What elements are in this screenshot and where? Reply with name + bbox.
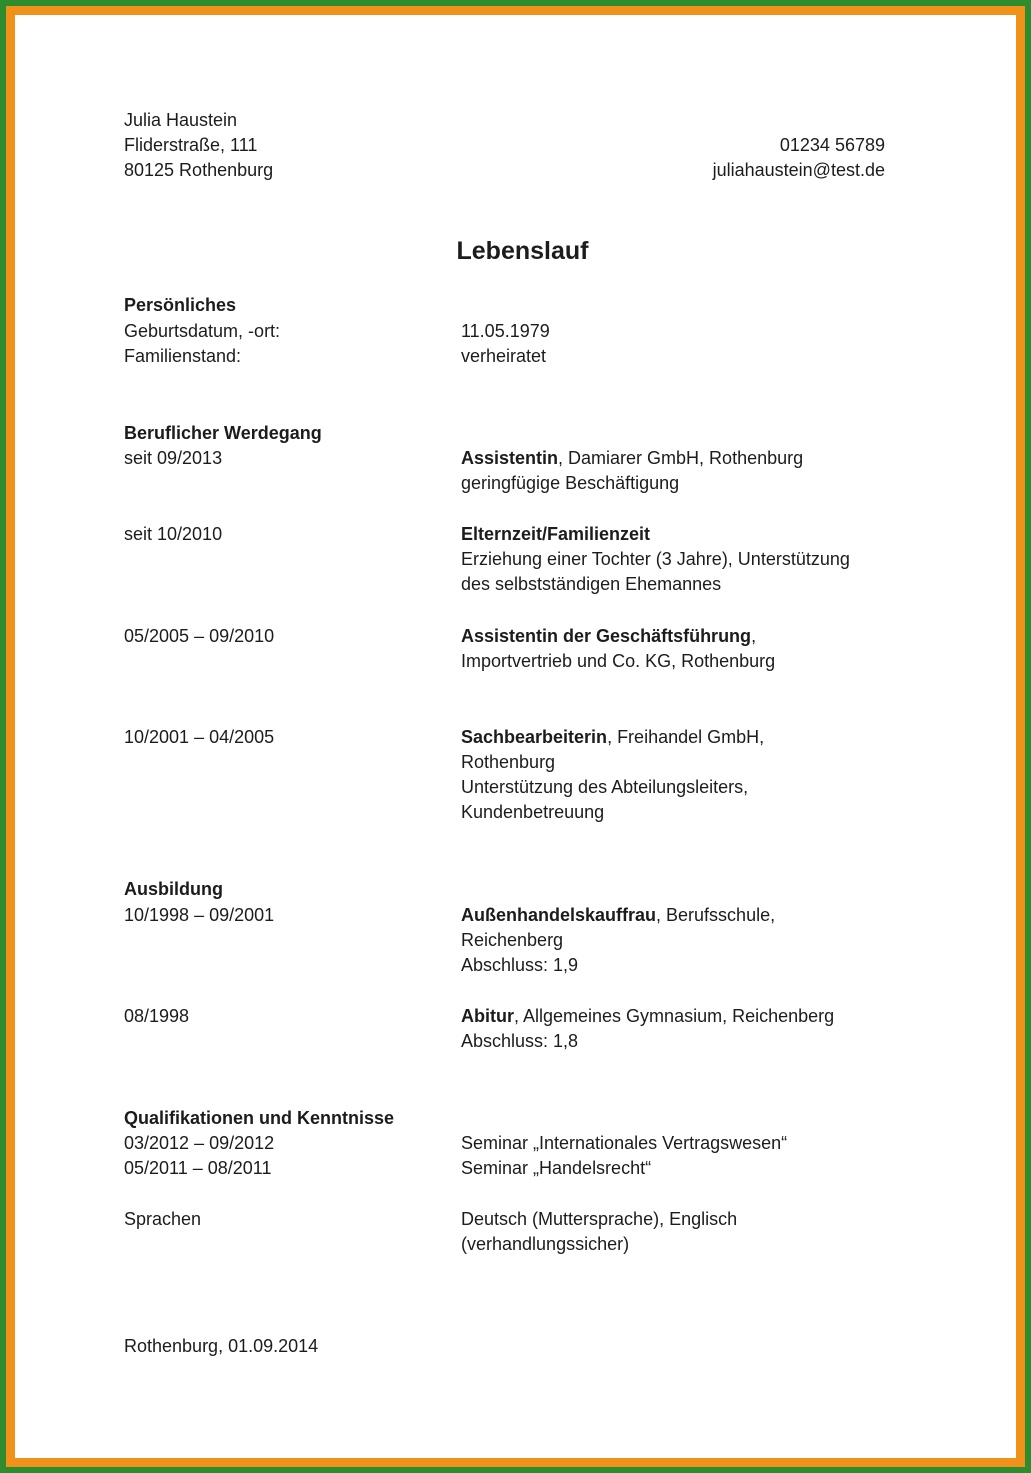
- qualification-value: Seminar „Handelsrecht“: [461, 1158, 652, 1178]
- education-title-line: [461, 1004, 834, 1029]
- career-date: 05/2005 – 09/2010: [124, 626, 275, 646]
- languages-value: (verhandlungssicher): [461, 1234, 630, 1254]
- career-role: Elternzeit/Familienzeit: [461, 524, 651, 544]
- career-detail: Erziehung einer Tochter (3 Jahre), Unterstützung: [461, 549, 850, 569]
- section-heading-education: Ausbildung: [124, 879, 223, 899]
- career-detail: Rothenburg: [461, 752, 556, 772]
- sender-email: juliahaustein@test.de: [712, 160, 885, 180]
- sender-phone: 01234 56789: [779, 135, 885, 155]
- career-date: 10/2001 – 04/2005: [124, 727, 275, 747]
- education-institution: , Berufsschule,: [656, 905, 776, 925]
- education-degree: Abitur: [461, 1006, 514, 1026]
- qualification-value: Seminar „Internationales Vertragswesen“: [461, 1133, 788, 1153]
- career-date: seit 10/2010: [124, 524, 223, 544]
- career-role: Assistentin der Geschäftsführung: [461, 626, 752, 646]
- education-institution: , Allgemeines Gymnasium, Reichenberg: [514, 1006, 835, 1026]
- career-detail: Importvertrieb und Co. KG, Rothenburg: [461, 651, 776, 671]
- sender-name: Julia Haustein: [124, 110, 238, 130]
- career-detail: Kundenbetreuung: [461, 802, 605, 822]
- career-title-line: [461, 522, 650, 547]
- section-heading-personal: Persönliches: [124, 295, 237, 315]
- education-title-line: [461, 903, 775, 928]
- career-detail: Unterstützung des Abteilungsleiters,: [461, 777, 749, 797]
- sender-street: Fliderstraße, 111: [124, 135, 258, 155]
- personal-value: verheiratet: [461, 346, 547, 366]
- personal-label: Familienstand:: [124, 346, 242, 366]
- career-title-line: [461, 446, 803, 471]
- education-degree: Außenhandelskauffrau: [461, 905, 657, 925]
- education-date: 10/1998 – 09/2001: [124, 905, 275, 925]
- sender-city: 80125 Rothenburg: [124, 160, 274, 180]
- education-date: 08/1998: [124, 1006, 190, 1026]
- career-employer: ,: [751, 626, 757, 646]
- section-heading-qualifications: Qualifikationen und Kenntnisse: [124, 1108, 395, 1128]
- career-employer: , Freihandel GmbH,: [607, 727, 765, 747]
- career-title-line: [461, 624, 756, 649]
- document-title: Lebenslauf: [456, 237, 589, 265]
- languages-value: Deutsch (Muttersprache), Englisch: [461, 1209, 738, 1229]
- career-detail: geringfügige Beschäftigung: [461, 473, 680, 493]
- personal-value: 11.05.1979: [461, 321, 550, 341]
- career-detail: des selbstständigen Ehemannes: [461, 574, 722, 594]
- languages-label: Sprachen: [124, 1209, 202, 1229]
- career-date: seit 09/2013: [124, 448, 223, 468]
- personal-label: Geburtsdatum, -ort:: [124, 321, 281, 341]
- qualification-date: 05/2011 – 08/2011: [124, 1158, 272, 1178]
- education-detail: Abschluss: 1,9: [461, 955, 579, 975]
- career-employer: , Damiarer GmbH, Rothenburg: [558, 448, 804, 468]
- place-date: Rothenburg, 01.09.2014: [124, 1336, 319, 1356]
- education-detail: Reichenberg: [461, 930, 564, 950]
- career-title-line: [461, 725, 764, 750]
- education-detail: Abschluss: 1,8: [461, 1031, 579, 1051]
- section-heading-career: Beruflicher Werdegang: [124, 423, 322, 443]
- career-role: Assistentin: [461, 448, 559, 468]
- qualification-date: 03/2012 – 09/2012: [124, 1133, 275, 1153]
- career-role: Sachbearbeiterin: [461, 727, 608, 747]
